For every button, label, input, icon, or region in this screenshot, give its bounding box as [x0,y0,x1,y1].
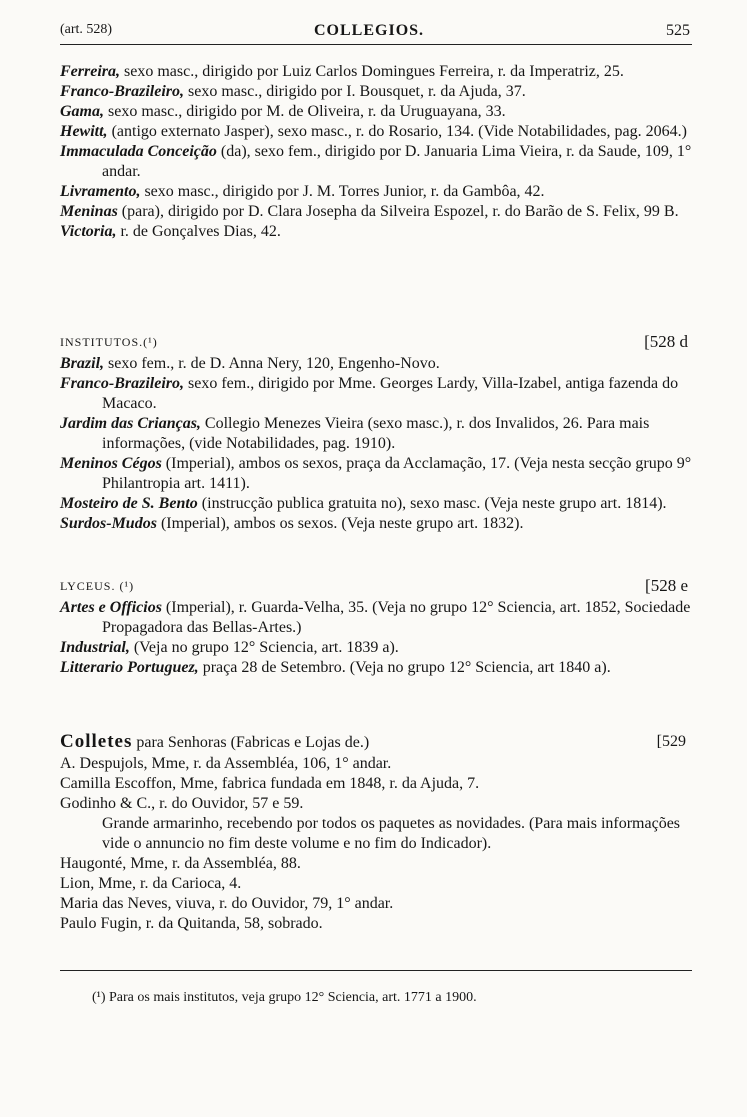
list-item: Livramento, sexo masc., dirigido por J. M. Torres Junior, r. da Gambôa, 42. [60,183,545,200]
header-title: COLLEGIOS. [314,22,425,39]
list-item: Lion, Mme, r. da Carioca, 4. [60,875,242,892]
list-item: Ferreira, sexo masc., dirigido por Luiz Carlos Domingues Ferreira, r. da Imperatriz, 25. [60,63,624,80]
list-item: Jardim das Crianças, Collegio Menezes Vieira (sexo masc.), r. dos Invalidos, 26. Para mais informações, (vide Notabilidades, pag. 1910). [60,415,650,452]
list-item: Mosteiro de S. Bento (instrucção publica gratuita no), sexo masc. (Veja neste grupo art. 1814). [60,495,667,512]
list-item: Gama, sexo masc., dirigido por M. de Oliveira, r. da Uruguayana, 33. [60,103,506,120]
section-heading [60,732,692,754]
section-heading [60,576,692,598]
list-item: Godinho & C., r. do Ouvidor, 57 e 59. [60,795,304,812]
collegios-list [60,62,692,242]
section-title: Colletes [60,731,133,752]
page-header [60,22,690,42]
list-item: Immaculada Conceição (da), sexo fem., dirigido por D. Januaria Lima Vieira, r. da Saude, 109, 1° andar. [60,143,692,180]
lyceus-section [60,576,692,678]
list-item: Haugonté, Mme, r. da Assembléa, 88. [60,855,301,872]
list-item: Franco-Brazileiro, sexo masc., dirigido por I. Bousquet, r. da Ajuda, 37. [60,83,526,100]
list-item: Meninos Cégos (Imperial), ambos os sexos, praça da Acclamação, 17. (Veja nesta secção grupo 9° Philantropia art. 1411). [60,455,692,492]
section-label: INSTITUTOS.(¹) [60,335,158,349]
list-item: Surdos-Mudos (Imperial), ambos os sexos. (Veja neste grupo art. 1832). [60,515,524,532]
list-item: Litterario Portuguez, praça 28 de Setembro. (Veja no grupo 12° Sciencia, art 1840 a). [60,659,611,676]
entry-note: Grande armarinho, recebendo por todos os paquetes as novidades. (Para mais informações vide o annuncio no fim deste volume e no fim do Indicador). [102,815,681,852]
list-item: Franco-Brazileiro, sexo fem., dirigido por Mme. Georges Lardy, Villa-Izabel, antiga fazenda do Macaco. [60,375,679,412]
list-item: Hewitt, (antigo externato Jasper), sexo masc., r. do Rosario, 134. (Vide Notabilidades, pag. 2064.) [60,123,687,140]
list-item: Brazil, sexo fem., r. de D. Anna Nery, 120, Engenho-Novo. [60,355,440,372]
section-ref: [529 [656,733,686,750]
list-item: Maria das Neves, viuva, r. do Ouvidor, 79, 1° andar. [60,895,394,912]
header-article-ref: (art. 528) [60,22,113,37]
section-ref: [528 e [645,576,688,595]
list-item: A. Despujols, Mme, r. da Assembléa, 106, 1° andar. [60,755,392,772]
list-item: Victoria, r. de Gonçalves Dias, 42. [60,223,281,240]
header-rule [60,44,692,45]
list-item: Paulo Fugin, r. da Quitanda, 58, sobrado. [60,915,323,932]
list-item: Camilla Escoffon, Mme, fabrica fundada em 1848, r. da Ajuda, 7. [60,775,480,792]
section-heading [60,332,692,354]
section-label: LYCEUS. (¹) [60,579,135,593]
institutos-section [60,332,692,534]
list-item: Industrial, (Veja no grupo 12° Sciencia, art. 1839 a). [60,639,399,656]
colletes-section [60,732,692,934]
section-subtitle: para Senhoras (Fabricas e Lojas de.) [132,734,370,751]
list-item: Meninas (para), dirigido por D. Clara Josepha da Silveira Espozel, r. do Barão de S. Felix, 99 B. [60,203,679,220]
page-number: 525 [666,22,690,39]
footnote: (¹) Para os mais institutos, veja grupo 12° Sciencia, art. 1771 a 1900. [92,990,477,1005]
footnote-rule [60,970,692,971]
list-item: Artes e Officios (Imperial), r. Guarda-Velha, 35. (Veja no grupo 12° Sciencia, art. 1852, Sociedade Propagadora das Bellas-Artes.) [60,599,691,636]
section-ref: [528 d [644,332,688,351]
